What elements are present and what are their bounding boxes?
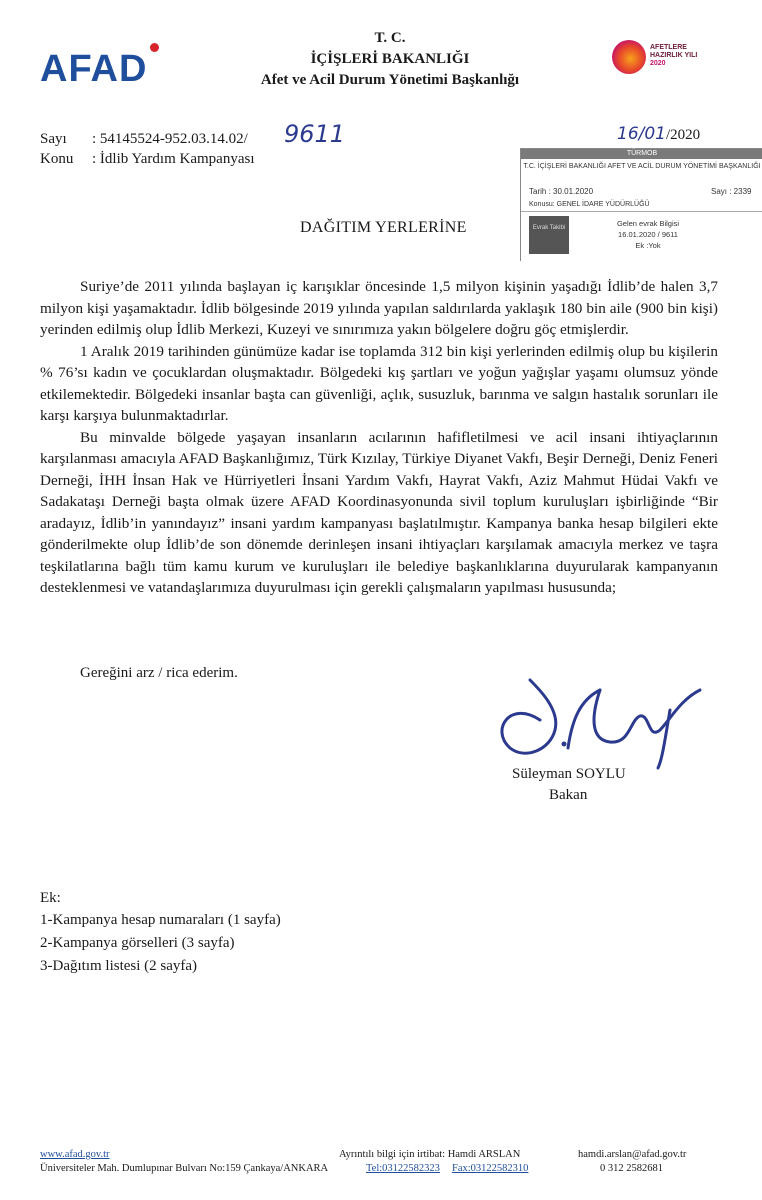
year-logo-line2: HAZIRLIK YILI	[650, 52, 698, 59]
contact-email: hamdi.arslan@afad.gov.tr	[578, 1149, 687, 1160]
afad-logo	[40, 40, 170, 100]
website-link[interactable]: www.afad.gov.tr	[40, 1149, 110, 1160]
attachment-item: 1-Kampanya hesap numaraları (1 sayfa)	[40, 912, 281, 928]
date-year: /2020	[666, 127, 701, 143]
year-logo-line3: 2020	[650, 60, 666, 67]
document-title: DAĞITIM YERLERİNE	[300, 219, 467, 236]
year-logo-line1: AFETLERE	[650, 44, 687, 51]
stamp-info-line2: 16.01.2020 / 9611	[618, 230, 678, 239]
paragraph-2: 1 Aralık 2019 tarihinden günümüze kadar ise toplamda 312 bin kişi yerlerinden edilmiş olup bu kişilerin % 76’sı kadın ve çocuklardan oluşmaktadır. Bölgedeki kış şartları ve yoğun yağışlar yaşamı olumsuz yönde etkilemektedir. Bölgedeki insanlar başta can güvenliği, açlık, susuzluk, barınma ve salgın hastalık sorunları ile karşı karşıya bulunmaktadırlar.	[40, 342, 718, 424]
closing-line: Gereğini arz / rica ederim.	[80, 665, 238, 681]
phone-link[interactable]: Tel:03122582323	[366, 1163, 440, 1174]
sun-emblem-icon	[612, 40, 646, 74]
contact-info: Ayrıntılı bilgi için irtibat: Hamdi ARSLAN	[339, 1149, 521, 1160]
fax-link[interactable]: Fax:03122582310	[452, 1163, 529, 1174]
attachment-item: 3-Dağıtım listesi (2 sayfa)	[40, 958, 198, 974]
document-date	[617, 124, 700, 144]
sayi-handwritten-number: 9611	[284, 120, 346, 148]
incoming-document-stamp	[520, 148, 762, 261]
attachment-item: 2-Kampanya görselleri (3 sayfa)	[40, 935, 235, 951]
letter-body	[40, 276, 718, 599]
sayi-value: : 54145524-952.03.14.02/	[92, 131, 248, 147]
stamp-number: Sayı : 2339	[711, 187, 752, 196]
direct-phone: 0 312 2582681	[600, 1163, 663, 1174]
address: Üniversiteler Mah. Dumlupınar Bulvarı No:159 Çankaya/ANKARA	[40, 1163, 329, 1174]
sayi-label: Sayı	[40, 131, 67, 147]
header-line-tc: T. C.	[374, 30, 406, 46]
attachments-label: Ek:	[40, 890, 61, 906]
signature-icon	[480, 660, 720, 770]
preparedness-year-logo	[608, 38, 718, 83]
stamp-info-line3: Ek :Yok	[635, 241, 661, 250]
header-line-ministry: İÇİŞLERİ BAKANLIĞI	[310, 51, 470, 67]
paragraph-3: Bu minvalde bölgede yaşayan insanların acılarının hafifletilmesi ve acil insani ihtiyaçlarının karşılanması amacıyla AFAD Başkanlığımız, Türk Kızılay, Türkiye Diyanet Vakfı, Beşir Derneği, Deniz Feneri Derneği, İHH İnsan Hak ve Hürriyetleri İnsani Yardım Vakfı, Hayrat Vakfı, Aziz Mahmut Hüdai Vakfı ve Sadakataşı Derneği başta olmak üzere AFAD Koordinasyonunda sivil toplum kuruluşları işbirliğinde “Bir aradayız, İdlib’in yanındayız” insani yardım kampanyası başlatılmıştır. Kampanya banka hesap bilgileri ekte gönderilmekte olup İdlib’de son dönemde derinleşen insani ihtiyaçları karşılamak amacıyla merkez ve taşra teşkilatlarına bağlı tüm kamu kurum ve kuruluşları ile belediye başkanlıklarına duyurularak kampanyanın desteklenmesi ve vatandaşlarımıza duyurulması için gerekli çalışmaların yapılması hususunda;	[40, 428, 718, 596]
date-handwritten: 16/01	[617, 124, 666, 144]
header-line-directorate: Afet ve Acil Durum Yönetimi Başkanlığı	[260, 72, 520, 88]
konu-value: : İdlib Yardım Kampanyası	[92, 151, 255, 167]
year-logo-text	[650, 44, 710, 68]
stamp-date: Tarih : 30.01.2020	[529, 187, 594, 196]
stamp-subject: Konusu: GENEL İDARE YÜDÜRLÜĞÜ	[529, 201, 650, 208]
stamp-info-line1: Gelen evrak Bilgisi	[616, 219, 680, 228]
stamp-header: TÜRMOB	[521, 149, 762, 159]
afad-logo-text: AFAD	[40, 48, 148, 90]
logo-dot-icon	[150, 43, 159, 52]
paragraph-1: Suriye’de 2011 yılında başlayan iç karışıklar öncesinde 1,5 milyon kişinin yaşadığı İdlib’de halen 3,7 milyon kişi yaşamaktadır. İdlib bölgesinde 2019 yılında yapılan saldırılarda yaklaşık 180 bin aile (900 bin kişi) yerinden edilmiş olup İdlib Merkezi, Kuzeyi ve sınırımıza yakın bölgelere doğru göç etmişlerdir.	[40, 278, 718, 338]
signer-name: Süleyman SOYLU	[512, 766, 626, 782]
stamp-qr-box: Evrak Takibi	[529, 216, 569, 254]
konu-label: Konu	[40, 151, 74, 167]
stamp-info	[593, 218, 703, 251]
stamp-organization: T.C. İÇİŞLERİ BAKANLIĞI AFET VE ACİL DURUM YÖNETİMİ BAŞKANLIĞI	[523, 163, 761, 170]
signer-role: Bakan	[549, 787, 588, 803]
stamp-divider	[521, 211, 762, 212]
